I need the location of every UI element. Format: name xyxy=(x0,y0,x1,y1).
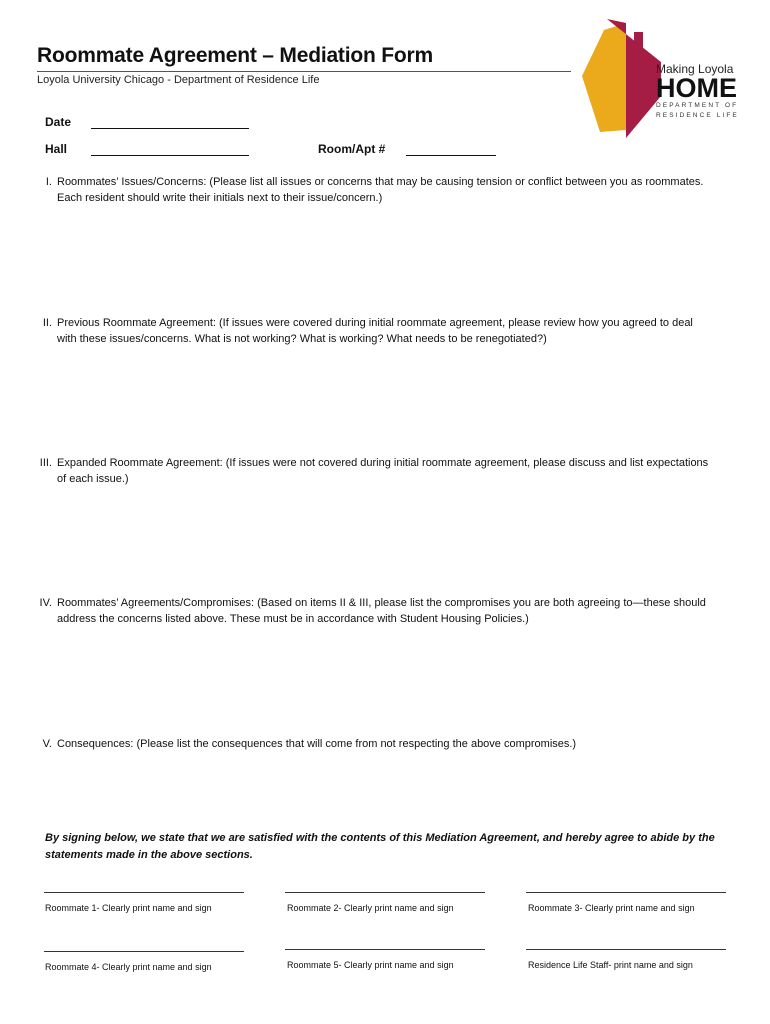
signature-label-roommate-3: Roommate 3- Clearly print name and sign xyxy=(528,903,695,913)
section-number: I. xyxy=(45,176,52,188)
room-label: Room/Apt # xyxy=(318,142,386,156)
section-number: V. xyxy=(42,738,52,750)
signature-label-roommate-4: Roommate 4- Clearly print name and sign xyxy=(45,962,212,972)
signature-line-roommate-1[interactable] xyxy=(44,892,244,893)
signature-line-roommate-3[interactable] xyxy=(526,892,726,893)
logo-chimney xyxy=(634,32,643,48)
logo-department: DEPARTMENT OF xyxy=(656,102,739,109)
page-subtitle: Loyola University Chicago - Department of Residence Life xyxy=(37,74,320,86)
hall-field[interactable] xyxy=(91,155,249,156)
hall-label: Hall xyxy=(45,142,68,156)
section-text: Roommates’ Agreements/Compromises: (Based on items II & III, please list the compromises you are both agreeing to—these should address the concerns listed above. These must be in accordance with Student Housing Policies.) xyxy=(57,597,706,625)
logo-home: HOME xyxy=(656,73,737,103)
signature-line-roommate-2[interactable] xyxy=(285,892,485,893)
date-field[interactable] xyxy=(91,128,249,129)
section-number: IV. xyxy=(39,597,52,609)
section-text: Consequences: (Please list the consequences that will come from not respecting the above compromises.) xyxy=(57,738,577,750)
signature-label-residence-life-staff: Residence Life Staff- print name and sign xyxy=(528,960,693,970)
signature-label-roommate-2: Roommate 2- Clearly print name and sign xyxy=(287,903,454,913)
title-divider xyxy=(37,71,571,72)
signature-line-residence-life-staff[interactable] xyxy=(526,949,726,950)
logo-residence-life: RESIDENCE LIFE xyxy=(656,111,739,119)
date-label: Date xyxy=(45,115,72,129)
signature-label-roommate-1: Roommate 1- Clearly print name and sign xyxy=(45,903,212,913)
page-title: Roommate Agreement – Mediation Form xyxy=(37,44,433,67)
signature-line-roommate-5[interactable] xyxy=(285,949,485,950)
closing-statement: By signing below, we state that we are satisfied with the contents of this Mediation Agreement, and hereby agree to abide by the statements made in the above sections. xyxy=(45,832,715,861)
signature-line-roommate-4[interactable] xyxy=(44,951,244,952)
room-field[interactable] xyxy=(406,155,496,156)
section-text: Roommates’ Issues/Concerns: (Please list all issues or concerns that may be causing tension or conflict between you as roommates. Each resident should write their initials next to their issue/concern.) xyxy=(57,176,704,204)
signature-label-roommate-5: Roommate 5- Clearly print name and sign xyxy=(287,960,454,970)
section-number: II. xyxy=(42,317,52,329)
logo-wordmark xyxy=(656,62,738,120)
section-text: Previous Roommate Agreement: (If issues were covered during initial roommate agreement, please review how you agreed to deal with these issues/concerns. What is not working? What is working? What needs to be renegotiated?) xyxy=(57,317,693,345)
logo-making-loyola: Making Loyola xyxy=(656,62,734,76)
section-text: Expanded Roommate Agreement: (If issues were not covered during initial roommate agreement, please discuss and list expectations of each issue.) xyxy=(57,457,709,485)
logo-gold-wall xyxy=(582,23,626,132)
section-number: III. xyxy=(39,457,52,469)
